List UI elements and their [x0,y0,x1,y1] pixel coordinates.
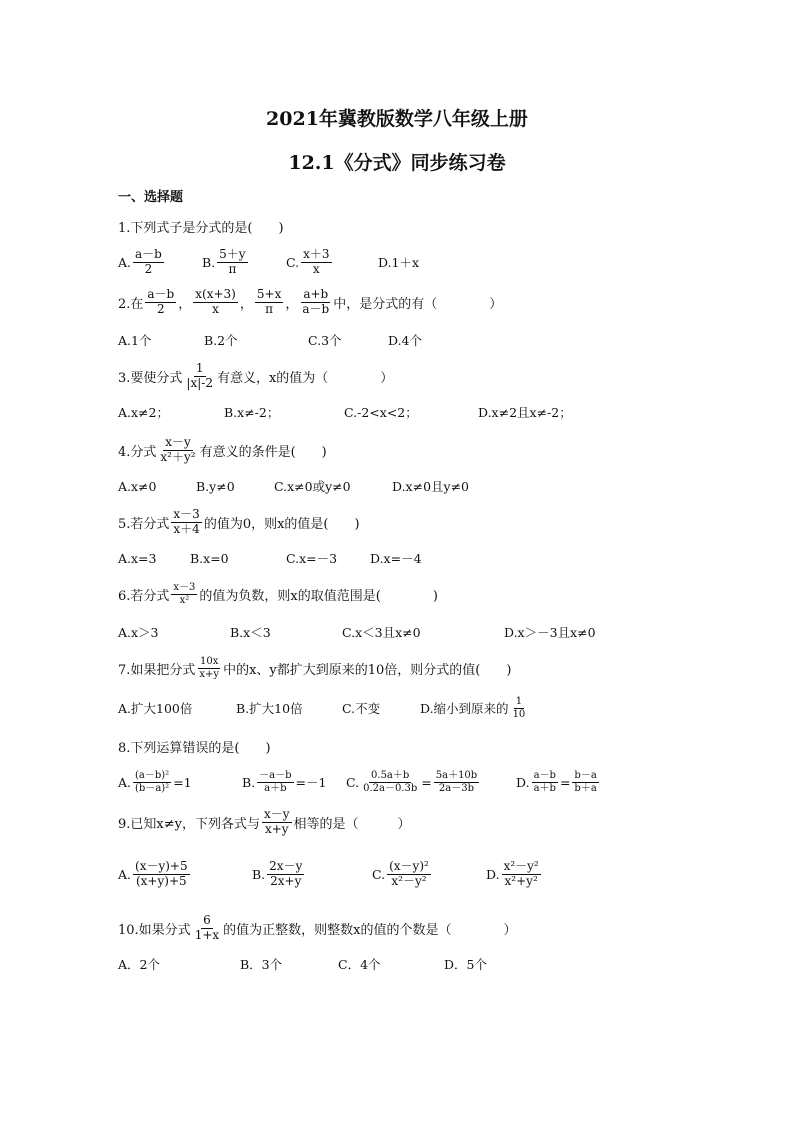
q3-option-a: A.x≠2； [118,405,169,420]
q4-option-a: A.x≠0 [118,478,157,494]
q5-option-c: C.x=－3 [286,551,338,566]
q8-option-c: C. $\frac{0.5a+b}{0.2a-0.3b}$ = $\frac{5a+10b}{2a-3b}$ [346,770,478,794]
q2-option-b: B.2个 [204,333,238,348]
question-10: 10.如果分式 $\frac{6}{1+x}$ 的值为正整数，则整数x的值的个数是（ ） [118,912,517,942]
question-5: 5.若分式 $\frac{x-3}{x+4}$ 的值为0，则x的值是( ) [118,506,360,536]
q2-option-a: A.1个 [118,333,152,348]
q3-option-d: D.x≠2且x≠-2； [478,405,572,420]
q8-option-b: B. $\frac{-a-b}{a+b}$ =－1 [242,770,327,794]
q9-options [118,854,718,894]
q1-option-c: C. $\frac{x+3}{x}$ [286,246,330,276]
q7-options [118,688,718,728]
q10-option-a: A．2个 [118,957,160,972]
q6-option-a: A.x＞3 [118,625,159,640]
q10-options [118,944,718,984]
q10-option-b: B．3个 [240,957,283,972]
q8-option-d: D. $\frac{a-b}{a+b}$ = $\frac{b-a}{b+a}$ [516,770,597,794]
question-7: 7.如果把分式 $\frac{10x}{x+y}$ 中的x、y都扩大到原来的10倍，则分式的值( ) [118,656,512,680]
q2-option-c: C.3个 [308,333,342,348]
q1-options [118,242,718,282]
question-3: 3.要使分式 $\frac{1}{|x|-2}$ 有意义，x的值为（ ） [118,360,394,390]
document-title: 2021年冀教版数学八年级上册 [266,108,528,130]
q5-option-a: A.x=3 [118,550,157,566]
question-6: 6.若分式 $\frac{x-3}{\text{x²}}$ 的值为负数，则x的取值范围是( ) [118,582,438,606]
q1-option-a: A. $\frac{a-b}{2}$ [118,246,162,276]
q4-option-c: C.x≠0或y≠0 [274,479,351,494]
q9-option-b: B. $\frac{2x-y}{2x+y}$ [252,858,303,888]
q5-option-d: D.x=－4 [370,551,422,566]
q1-option-d: D.1＋x [378,255,420,270]
q4-option-b: B.y≠0 [196,478,235,494]
q10-option-d: D．5个 [444,957,487,972]
q10-option-c: C．4个 [338,957,381,972]
q7-option-b: B.扩大10倍 [236,701,303,716]
q7-option-a: A.扩大100倍 [118,701,193,716]
question-8: 8.下列运算错误的是( ) [118,740,271,756]
q1-option-b: B. $\frac{5+y}{\pi}$ [202,246,246,276]
q9-option-a: A. $\frac{(x-y)+5}{(x+y)+5}$ [118,858,188,888]
section-heading: 一、选择题 [118,190,184,205]
q4-options [118,466,718,506]
q4-option-d: D.x≠0且y≠0 [392,479,470,494]
question-1 [118,206,284,246]
q3-options [118,392,718,432]
q6-option-b: B.x＜3 [230,625,271,640]
q6-option-d: D.x＞－3且x≠0 [504,625,596,640]
q8-options [118,762,718,802]
question-2: 2.在 $\frac{a-b}{2}$ ， $\frac{x(x+3)}{x}$ ， $\frac{5+x}{\pi}$ ， $\frac{a+b}{a-b}$ 中，是分式的有（ ） [118,286,503,316]
q9-option-d: D. $\frac{\text{x²－y²}}{\text{x²+y²}}$ [486,858,539,888]
q2-option-d: D.4个 [388,333,423,348]
q8-option-a: A. $\frac{\text{(a－b)²}}{\text{(b－a)²}}$ =1 [118,770,192,794]
q3-option-b: B.x≠-2； [224,405,280,420]
q3-option-c: C.-2<x<2； [344,405,418,420]
document-subtitle: 12.1《分式》同步练习卷 [288,152,506,174]
q7-option-c: C.不变 [342,701,381,716]
question-9: 9.已知x≠y，下列各式与 $\frac{x-y}{x+y}$ 相等的是（ ） [118,806,411,836]
q2-options [118,320,718,360]
q5-option-b: B.x=0 [190,550,229,566]
q6-options [118,612,718,652]
q5-options [118,538,718,578]
question-4: 4.分式 $\frac{x-y}{\text{x²＋y²}}$ 有意义的条件是( ) [118,434,327,464]
q6-option-c: C.x＜3且x≠0 [342,625,421,640]
question-text: 1.下列式子是分式的是( ) [118,220,284,236]
q7-option-d: D.缩小到原来的 $\frac{1}{10}$ [420,696,526,720]
q9-option-c: C. $\frac{\text{(x－y)²}}{\text{x²－y²}}$ [372,858,429,888]
